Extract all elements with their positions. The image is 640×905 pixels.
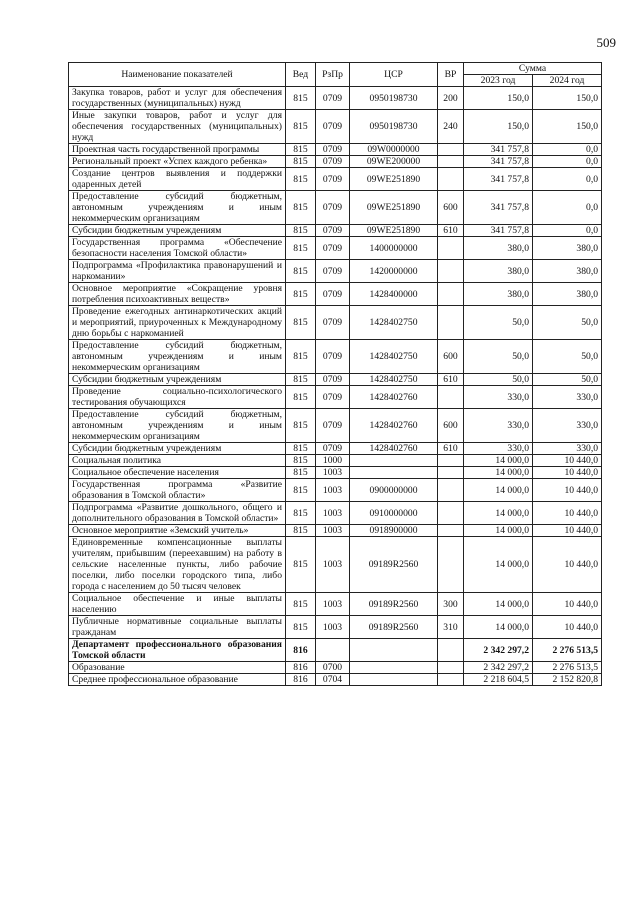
cell-name: Образование [69,662,286,674]
cell-vr [438,386,464,409]
table-row [69,616,602,639]
cell-sum-2023: 330,0 [464,386,533,409]
cell-ved: 815 [286,156,316,168]
cell-sum-2024: 0,0 [533,225,602,237]
cell-name: Подпрограмма «Профилактика правонарушений и наркомании» [69,260,286,283]
cell-sum-2024: 10 440,0 [533,525,602,537]
cell-rzpr: 0709 [316,87,350,110]
cell-rzpr: 1003 [316,479,350,502]
cell-sum-2023: 341 757,8 [464,225,533,237]
cell-rzpr: 0709 [316,283,350,306]
cell-csr: 09W0000000 [350,144,438,156]
cell-vr: 600 [438,340,464,374]
cell-ved: 815 [286,502,316,525]
cell-rzpr: 0709 [316,260,350,283]
cell-name: Социальная политика [69,455,286,467]
cell-csr: 09WE251890 [350,225,438,237]
cell-csr: 0910000000 [350,502,438,525]
cell-vr: 610 [438,374,464,386]
cell-sum-2023: 341 757,8 [464,144,533,156]
cell-sum-2024: 150,0 [533,87,602,110]
cell-ved: 815 [286,409,316,443]
cell-ved: 815 [286,455,316,467]
table-row [69,537,602,593]
cell-csr: 09189R2560 [350,537,438,593]
cell-ved: 815 [286,525,316,537]
cell-vr: 610 [438,443,464,455]
table-row [69,639,602,662]
cell-sum-2024: 2 152 820,8 [533,674,602,686]
cell-csr [350,467,438,479]
cell-ved: 815 [286,260,316,283]
cell-rzpr: 1003 [316,593,350,616]
cell-name: Единовременные компенсационные выплаты учителям, прибывшим (переехавшим) на работу в сельские населенные пункты, либо рабочие поселки, либо поселки городского типа, либо города с населением до 50 тысяч человек [69,537,286,593]
cell-name: Предоставление субсидий бюджетным, автономным учреждениям и иным некоммерческим организациям [69,191,286,225]
cell-name: Среднее профессиональное образование [69,674,286,686]
cell-name: Проведение ежегодных антинаркотических акций и мероприятий, приуроченных к Международному дню борьбы с наркоманией [69,306,286,340]
cell-csr: 1428402760 [350,443,438,455]
cell-sum-2023: 150,0 [464,87,533,110]
header-2024: 2024 год [533,75,602,87]
cell-ved: 815 [286,191,316,225]
cell-vr [438,467,464,479]
cell-sum-2023: 2 218 604,5 [464,674,533,686]
cell-vr [438,674,464,686]
cell-vr [438,537,464,593]
cell-ved: 815 [286,479,316,502]
cell-name: Предоставление субсидий бюджетным, автономным учреждениям и иным некоммерческим организациям [69,340,286,374]
cell-sum-2024: 10 440,0 [533,537,602,593]
cell-name: Создание центров выявления и поддержки одаренных детей [69,168,286,191]
cell-name: Публичные нормативные социальные выплаты гражданам [69,616,286,639]
cell-ved: 815 [286,386,316,409]
cell-sum-2024: 380,0 [533,237,602,260]
cell-sum-2024: 380,0 [533,260,602,283]
cell-csr: 1428402750 [350,340,438,374]
cell-sum-2023: 50,0 [464,306,533,340]
cell-csr: 1428402750 [350,374,438,386]
cell-ved: 815 [286,593,316,616]
cell-rzpr: 0709 [316,340,350,374]
cell-sum-2023: 330,0 [464,443,533,455]
cell-vr [438,502,464,525]
table-row [69,191,602,225]
table-row [69,455,602,467]
cell-vr: 310 [438,616,464,639]
cell-vr [438,144,464,156]
cell-ved: 815 [286,306,316,340]
header-vr: ВР [438,63,464,87]
cell-sum-2023: 50,0 [464,374,533,386]
cell-vr [438,525,464,537]
cell-name: Государственная программа «Развитие образования в Томской области» [69,479,286,502]
table-row [69,662,602,674]
table-row [69,525,602,537]
cell-sum-2023: 380,0 [464,283,533,306]
cell-vr: 200 [438,87,464,110]
cell-name: Субсидии бюджетным учреждениям [69,225,286,237]
cell-name: Подпрограмма «Развитие дошкольного, общего и дополнительного образования в Томской области» [69,502,286,525]
budget-table [68,62,602,686]
cell-sum-2024: 10 440,0 [533,616,602,639]
cell-rzpr: 0709 [316,306,350,340]
table-row [69,306,602,340]
cell-csr: 09WE200000 [350,156,438,168]
cell-csr: 09WE251890 [350,191,438,225]
cell-vr: 240 [438,110,464,144]
cell-vr [438,455,464,467]
cell-sum-2024: 10 440,0 [533,467,602,479]
cell-csr: 1428402760 [350,386,438,409]
table-row [69,237,602,260]
cell-sum-2023: 2 342 297,2 [464,639,533,662]
cell-ved: 815 [286,443,316,455]
cell-rzpr: 0709 [316,156,350,168]
cell-sum-2023: 14 000,0 [464,593,533,616]
cell-ved: 815 [286,144,316,156]
cell-sum-2023: 341 757,8 [464,191,533,225]
cell-sum-2023: 14 000,0 [464,502,533,525]
cell-sum-2023: 380,0 [464,260,533,283]
cell-name: Государственная программа «Обеспечение безопасности населения Томской области» [69,237,286,260]
cell-rzpr: 0709 [316,409,350,443]
cell-name: Предоставление субсидий бюджетным, автономным учреждениям и иным некоммерческим организациям [69,409,286,443]
cell-csr: 0918900000 [350,525,438,537]
cell-rzpr: 1000 [316,455,350,467]
cell-ved: 815 [286,616,316,639]
cell-rzpr: 1003 [316,616,350,639]
header-name: Наименование показателей [69,63,286,87]
cell-sum-2023: 150,0 [464,110,533,144]
cell-vr [438,260,464,283]
table-row [69,409,602,443]
cell-sum-2023: 14 000,0 [464,455,533,467]
cell-sum-2024: 50,0 [533,306,602,340]
cell-rzpr: 0709 [316,144,350,156]
cell-rzpr: 0700 [316,662,350,674]
cell-sum-2024: 0,0 [533,191,602,225]
cell-name: Основное мероприятие «Земский учитель» [69,525,286,537]
cell-rzpr [316,639,350,662]
cell-rzpr: 0709 [316,168,350,191]
cell-sum-2023: 330,0 [464,409,533,443]
table-row [69,168,602,191]
cell-csr: 1428400000 [350,283,438,306]
header-rzpr: РзПр [316,63,350,87]
cell-rzpr: 0704 [316,674,350,686]
table-header [69,63,602,87]
table-body [69,87,602,686]
table-row [69,110,602,144]
cell-csr: 1428402760 [350,409,438,443]
cell-ved: 815 [286,168,316,191]
cell-sum-2024: 0,0 [533,156,602,168]
cell-sum-2024: 380,0 [533,283,602,306]
cell-sum-2023: 341 757,8 [464,156,533,168]
cell-csr: 09189R2560 [350,616,438,639]
cell-csr: 1420000000 [350,260,438,283]
cell-sum-2024: 10 440,0 [533,479,602,502]
table-row [69,374,602,386]
cell-vr [438,237,464,260]
cell-rzpr: 0709 [316,237,350,260]
cell-sum-2024: 2 276 513,5 [533,639,602,662]
cell-sum-2023: 14 000,0 [464,479,533,502]
cell-name: Социальное обеспечение и иные выплаты населению [69,593,286,616]
cell-csr [350,639,438,662]
cell-rzpr: 0709 [316,374,350,386]
cell-name: Основное мероприятие «Сокращение уровня потребления психоактивных веществ» [69,283,286,306]
table-row [69,156,602,168]
table-row [69,283,602,306]
table-row [69,502,602,525]
cell-rzpr: 0709 [316,191,350,225]
cell-name: Проектная часть государственной программы [69,144,286,156]
cell-sum-2023: 14 000,0 [464,616,533,639]
table-row [69,443,602,455]
cell-rzpr: 0709 [316,443,350,455]
cell-ved: 815 [286,467,316,479]
cell-sum-2024: 50,0 [533,340,602,374]
header-sum: Сумма [464,63,602,75]
cell-sum-2024: 0,0 [533,144,602,156]
header-csr: ЦСР [350,63,438,87]
cell-csr [350,674,438,686]
cell-ved: 815 [286,537,316,593]
cell-ved: 815 [286,374,316,386]
cell-sum-2024: 2 276 513,5 [533,662,602,674]
cell-csr: 0950198730 [350,110,438,144]
cell-sum-2023: 14 000,0 [464,537,533,593]
cell-sum-2023: 341 757,8 [464,168,533,191]
table-row [69,593,602,616]
cell-csr: 09189R2560 [350,593,438,616]
cell-ved: 815 [286,283,316,306]
header-2023: 2023 год [464,75,533,87]
cell-ved: 815 [286,110,316,144]
cell-name: Субсидии бюджетным учреждениям [69,443,286,455]
table-row [69,340,602,374]
cell-sum-2024: 10 440,0 [533,502,602,525]
cell-rzpr: 0709 [316,225,350,237]
cell-rzpr: 0709 [316,386,350,409]
cell-vr: 610 [438,225,464,237]
cell-rzpr: 1003 [316,537,350,593]
cell-ved: 815 [286,225,316,237]
cell-sum-2024: 0,0 [533,168,602,191]
cell-sum-2023: 14 000,0 [464,467,533,479]
cell-vr [438,662,464,674]
cell-sum-2024: 150,0 [533,110,602,144]
cell-sum-2024: 330,0 [533,443,602,455]
cell-ved: 815 [286,87,316,110]
cell-name: Региональный проект «Успех каждого ребенка» [69,156,286,168]
cell-sum-2024: 50,0 [533,374,602,386]
cell-ved: 816 [286,662,316,674]
table-row [69,225,602,237]
cell-sum-2024: 10 440,0 [533,593,602,616]
cell-name: Социальное обеспечение населения [69,467,286,479]
cell-csr [350,455,438,467]
table-row [69,144,602,156]
cell-vr: 600 [438,191,464,225]
cell-csr: 09WE251890 [350,168,438,191]
cell-vr [438,479,464,502]
cell-ved: 815 [286,340,316,374]
cell-csr: 0900000000 [350,479,438,502]
cell-name: Проведение социально-психологического тестирования обучающихся [69,386,286,409]
header-ved: Вед [286,63,316,87]
cell-name: Иные закупки товаров, работ и услуг для обеспечения государственных (муниципальных) нужд [69,110,286,144]
cell-csr: 0950198730 [350,87,438,110]
cell-csr [350,662,438,674]
cell-sum-2024: 10 440,0 [533,455,602,467]
cell-rzpr: 1003 [316,467,350,479]
cell-vr: 300 [438,593,464,616]
cell-ved: 816 [286,639,316,662]
table-row [69,467,602,479]
cell-rzpr: 1003 [316,525,350,537]
cell-sum-2023: 2 342 297,2 [464,662,533,674]
table-row [69,479,602,502]
cell-vr [438,156,464,168]
table-row [69,674,602,686]
cell-sum-2023: 14 000,0 [464,525,533,537]
cell-name: Субсидии бюджетным учреждениям [69,374,286,386]
cell-vr [438,639,464,662]
cell-vr [438,168,464,191]
cell-csr: 1428402750 [350,306,438,340]
page-number: 509 [596,35,616,50]
table-row [69,87,602,110]
cell-name: Департамент профессионального образования Томской области [69,639,286,662]
cell-vr: 600 [438,409,464,443]
cell-sum-2023: 50,0 [464,340,533,374]
cell-ved: 816 [286,674,316,686]
table-row [69,260,602,283]
table-row [69,386,602,409]
cell-sum-2024: 330,0 [533,409,602,443]
cell-sum-2024: 330,0 [533,386,602,409]
cell-sum-2023: 380,0 [464,237,533,260]
cell-rzpr: 0709 [316,110,350,144]
cell-vr [438,283,464,306]
cell-name: Закупка товаров, работ и услуг для обеспечения государственных (муниципальных) нужд [69,87,286,110]
cell-csr: 1400000000 [350,237,438,260]
cell-ved: 815 [286,237,316,260]
cell-rzpr: 1003 [316,502,350,525]
cell-vr [438,306,464,340]
